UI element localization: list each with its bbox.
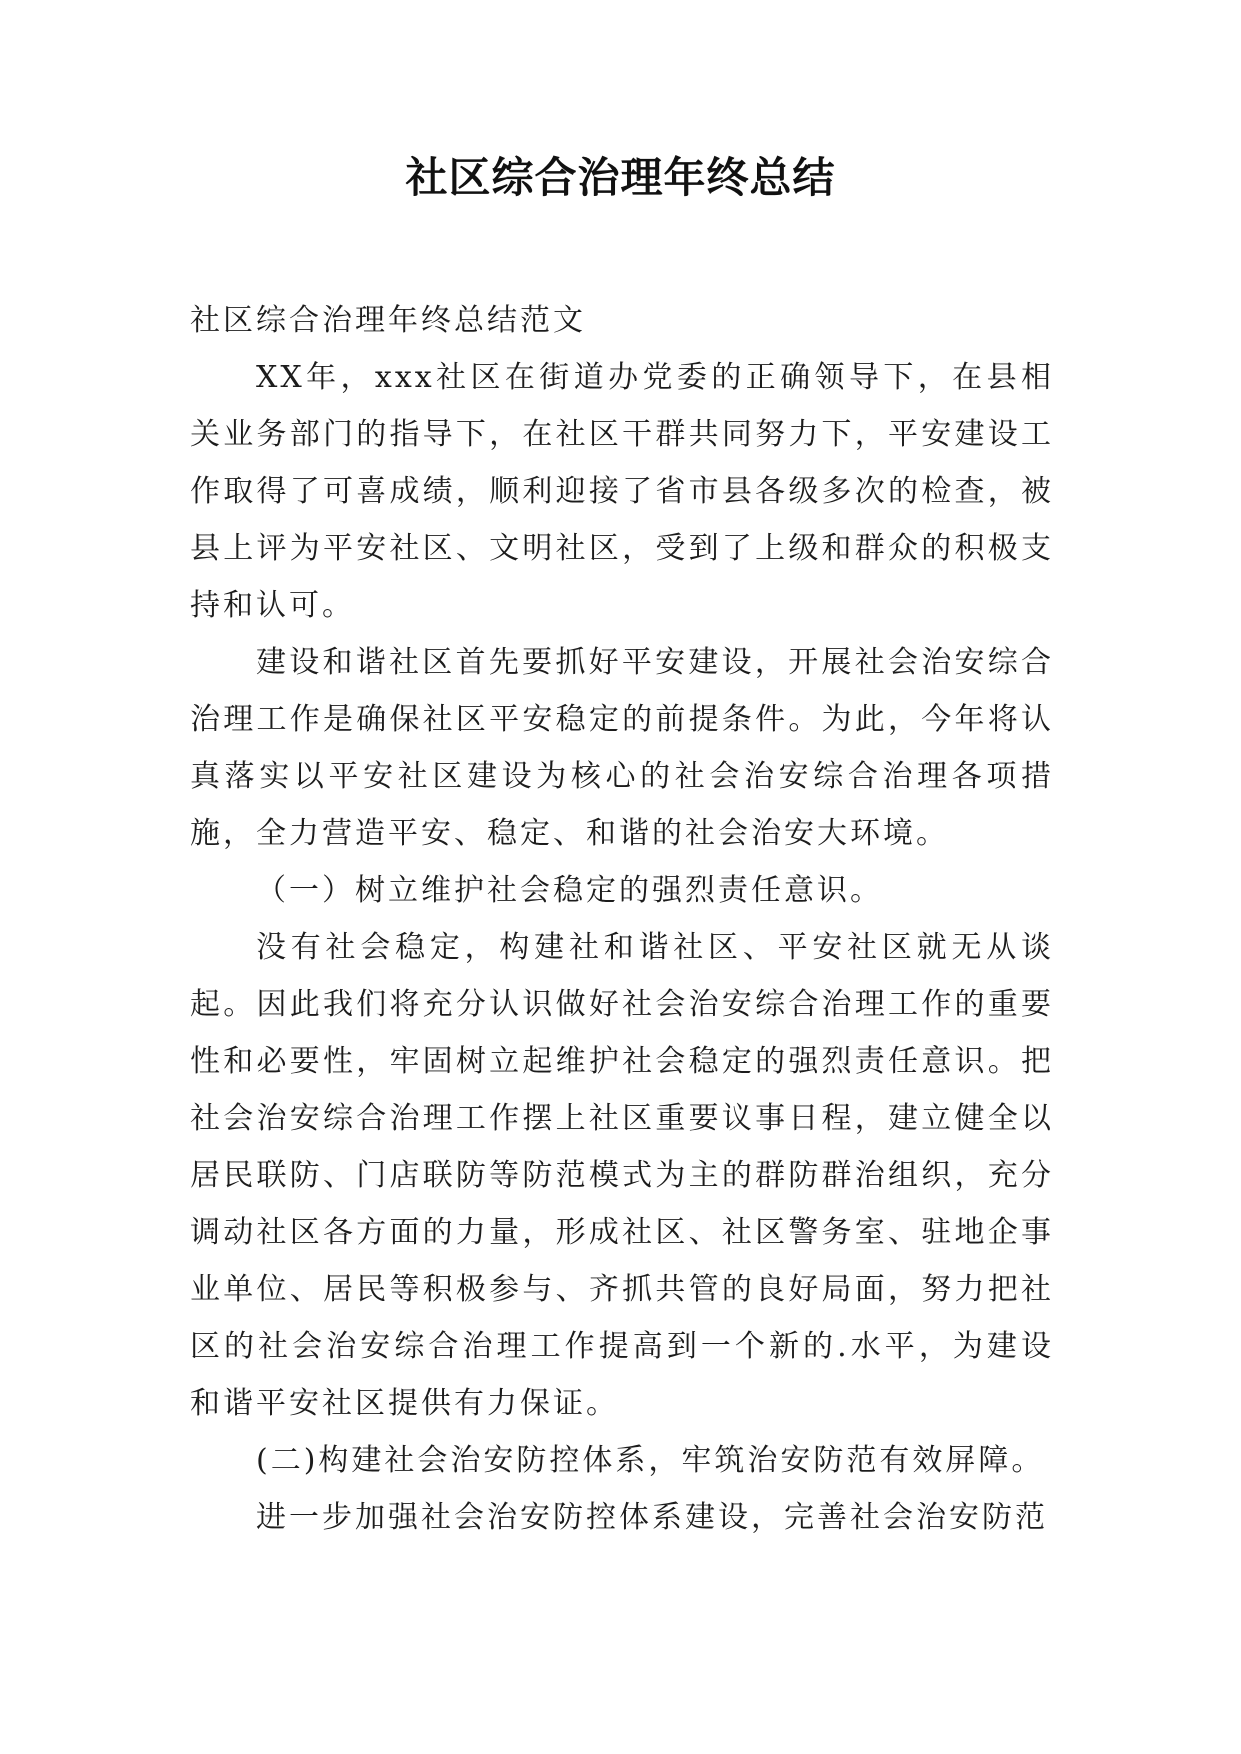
section-heading-two: (二)构建社会治安防控体系，牢筑治安防范有效屏障。 <box>256 1443 1045 1478</box>
paragraph-prevention: 进一步加强社会治安防控体系建设，完善社会治安防范 <box>256 1500 1048 1535</box>
document-body <box>190 292 1054 1546</box>
document-subtitle: 社区综合治理年终总结范文 <box>190 303 586 338</box>
paragraph-harmony: 建设和谐社区首先要抓好平安建设，开展社会治安综合治理工作是确保社区平安稳定的前提条件。为此，今年将认真落实以平安社区建设为核心的社会治安综合治理各项措施，全力营造平安、稳定、和谐的社会治安大环境。 <box>190 645 1054 851</box>
paragraph-stability: 没有社会稳定，构建社和谐社区、平安社区就无从谈起。因此我们将充分认识做好社会治安综合治理工作的重要性和必要性，牢固树立起维护社会稳定的强烈责任意识。把社会治安综合治理工作摆上社区重要议事日程，建立健全以居民联防、门店联防等防范模式为主的群防群治组织，充分调动社区各方面的力量，形成社区、社区警务室、驻地企事业单位、居民等积极参与、齐抓共管的良好局面，努力把社区的社会治安综合治理工作提高到一个新的.水平，为建设和谐平安社区提供有力保证。 <box>190 930 1054 1421</box>
section-heading-one: （一）树立维护社会稳定的强烈责任意识。 <box>256 873 883 908</box>
document-title: 社区综合治理年终总结 <box>405 153 836 202</box>
paragraph-intro: XX年，xxx社区在街道办党委的正确领导下，在县相关业务部门的指导下，在社区干群共同努力下，平安建设工作取得了可喜成绩，顺利迎接了省市县各级多次的检查，被县上评为平安社区、文明社区，受到了上级和群众的积极支持和认可。 <box>190 360 1054 623</box>
